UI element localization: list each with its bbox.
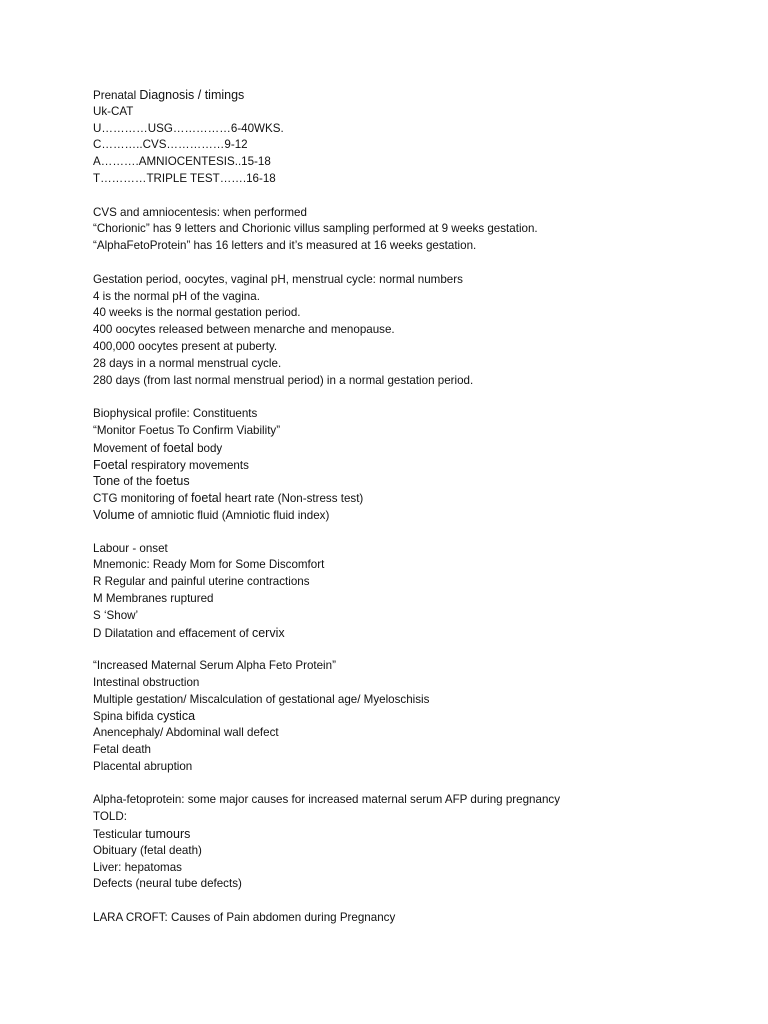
note-section [93,406,733,524]
text-line: Placental abruption [93,759,193,773]
text-line: Defects (neural tube defects) [93,877,242,891]
text-line: Uk-CAT [93,104,134,118]
text-segment: Prenatal [93,89,140,102]
note-section [93,658,733,776]
text-segment: Movement of [93,441,164,455]
section-heading-line: LARA CROFT: Causes of Pain abdomen during Pregnancy [93,911,396,925]
text-segment: of amniotic fluid (Amniotic fluid index) [134,508,330,522]
section-heading-line: Biophysical profile: Constituents [93,407,258,421]
text-line: C………..CVS……………9-12 [93,138,248,152]
text-line: Mnemonic: Ready Mom for Some Discomfort [93,558,325,572]
text-line: 28 days in a normal menstrual cycle. [93,356,282,370]
text-segment: Spina bifida [93,710,157,724]
text-line [93,625,733,642]
text-line: S ‘Show’ [93,608,139,622]
text-line: A……….AMNIOCENTESIS..15-18 [93,155,271,169]
text-line: T…………TRIPLE TEST…….16-18 [93,171,276,185]
document-body [93,87,733,944]
section-heading-line [93,87,733,104]
section-heading-line: Alpha-fetoprotein: some major causes for increased maternal serum AFP during pregnancy [93,793,560,807]
text-line: 280 days (from last normal menstrual period) in a normal gestation period. [93,373,474,387]
text-line: TOLD: [93,810,127,824]
section-heading-line: Labour - onset [93,541,168,555]
note-section [93,910,733,927]
note-section [93,541,733,642]
note-section [93,87,733,188]
text-line: Fetal death [93,743,152,757]
text-segment: respiratory movements [127,458,249,472]
text-line: “Monitor Foetus To Confirm Viability” [93,423,281,437]
emphasized-word: foetus [155,474,190,489]
emphasized-word: foetal [190,491,222,506]
text-line: Multiple gestation/ Miscalculation of gestational age/ Myeloschisis [93,692,430,706]
emphasized-word: tumours [145,827,191,842]
text-segment: heart rate (Non-stress test) [221,492,364,506]
text-line: Obituary (fetal death) [93,843,202,857]
text-line: 4 is the normal pH of the vagina. [93,289,260,303]
text-line [93,507,733,524]
text-segment: body [193,441,223,455]
text-segment: Testicular [93,828,146,842]
text-line: Liver: hepatomas [93,860,182,874]
text-line: 400,000 oocytes present at puberty. [93,339,278,353]
emphasized-word: Foetal [93,457,128,472]
text-line [93,826,733,843]
text-line: “AlphaFetoProtein” has 16 letters and it’s measured at 16 weeks gestation. [93,239,477,253]
note-section [93,792,733,893]
section-heading-line: “Increased Maternal Serum Alpha Feto Protein” [93,659,336,673]
text-segment: CTG monitoring of [93,492,191,506]
emphasized-word: Diagnosis / timings [139,88,245,102]
text-line: M Membranes ruptured [93,591,214,605]
section-heading-line: CVS and amniocentesis: when performed [93,205,307,219]
text-segment: D Dilatation and effacement of [93,626,252,640]
text-line: R Regular and painful uterine contractions [93,575,310,589]
text-line: 40 weeks is the normal gestation period. [93,306,301,320]
text-line [93,457,733,474]
emphasized-word: Volume [93,507,135,522]
text-line [93,440,733,457]
emphasized-word: Tone [93,474,121,489]
text-line: U…………USG……………6-40WKS. [93,121,284,135]
emphasized-word: cervix [251,625,285,640]
text-line [93,473,733,490]
note-section [93,205,733,255]
text-line [93,708,733,725]
text-line: 400 oocytes released between menarche and menopause. [93,323,395,337]
text-line [93,490,733,507]
section-heading-line: Gestation period, oocytes, vaginal pH, menstrual cycle: normal numbers [93,272,463,286]
text-line: Intestinal obstruction [93,675,200,689]
emphasized-word: foetal [163,440,194,455]
text-line: Anencephaly/ Abdominal wall defect [93,726,279,740]
note-section [93,272,733,390]
text-line: “Chorionic” has 9 letters and Chorionic villus sampling performed at 9 weeks gestation. [93,222,538,236]
emphasized-word: cystica [156,709,196,724]
text-segment: of the [120,475,156,489]
